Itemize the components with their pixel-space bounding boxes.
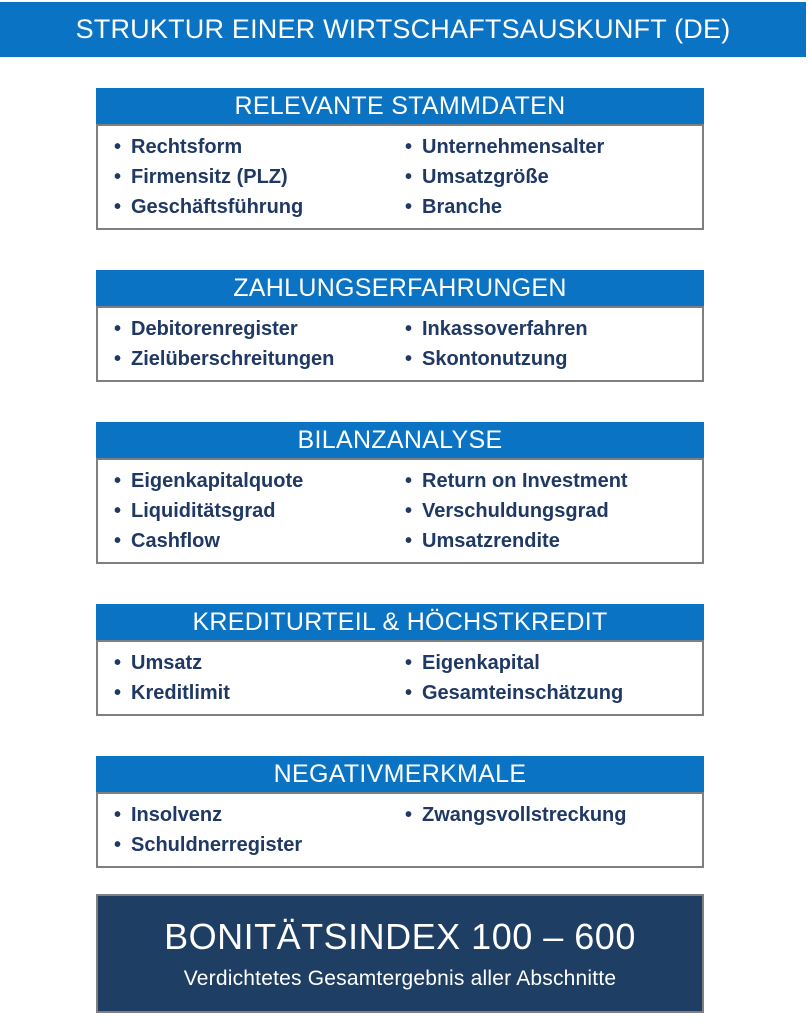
list-item: • Liquiditätsgrad xyxy=(114,496,405,526)
bullet-list-right xyxy=(405,648,702,708)
bonitaetsindex-title: BONITÄTSINDEX 100 – 600 xyxy=(164,916,636,957)
bullet-list-right xyxy=(405,314,702,374)
bonitaetsindex-subtitle: Verdichtetes Gesamtergebnis aller Abschnitte xyxy=(183,967,617,990)
list-item: • Rechtsform xyxy=(114,132,405,162)
section-krediturteil-hoechstkredit xyxy=(96,604,704,716)
section-header-label: BILANZANALYSE xyxy=(297,425,503,454)
list-item: • Zwangsvollstreckung xyxy=(405,800,702,830)
section-header xyxy=(96,270,704,306)
list-item: • Return on Investment xyxy=(405,466,702,496)
section-header xyxy=(96,604,704,640)
list-item: • Cashflow xyxy=(114,526,405,556)
section-zahlungserfahrungen xyxy=(96,270,704,382)
bullet-list-left xyxy=(114,466,405,556)
list-item: • Skontonutzung xyxy=(405,344,702,374)
section-header-label: NEGATIVMERKMALE xyxy=(273,759,527,788)
bullet-list-left xyxy=(114,800,405,860)
section-header xyxy=(96,422,704,458)
list-item: • Verschuldungsgrad xyxy=(405,496,702,526)
list-item: • Zielüberschreitungen xyxy=(114,344,405,374)
list-item: • Eigenkapital xyxy=(405,648,702,678)
bullet-list-left xyxy=(114,132,405,222)
bullet-list-left xyxy=(114,648,405,708)
section-bilanzanalyse xyxy=(96,422,704,564)
section-body xyxy=(96,124,704,230)
section-header xyxy=(96,756,704,792)
list-item: • Geschäftsführung xyxy=(114,192,405,222)
section-header xyxy=(96,88,704,124)
page-title: STRUKTUR EINER WIRTSCHAFTSAUSKUNFT (DE) xyxy=(75,14,731,44)
bullet-list-left xyxy=(114,314,405,374)
list-item: • Umsatz xyxy=(114,648,405,678)
section-negativmerkmale xyxy=(96,756,704,868)
section-body xyxy=(96,306,704,382)
diagram-body xyxy=(96,88,704,1013)
section-header-label: KREDITURTEIL & HÖCHSTKREDIT xyxy=(192,607,608,636)
list-item: • Inkassoverfahren xyxy=(405,314,702,344)
list-item: • Firmensitz (PLZ) xyxy=(114,162,405,192)
section-header-label: RELEVANTE STAMMDATEN xyxy=(234,91,566,120)
section-relevante-stammdaten xyxy=(96,88,704,230)
list-item: • Schuldnerregister xyxy=(114,830,405,860)
list-item: • Branche xyxy=(405,192,702,222)
bonitaetsindex-box xyxy=(96,894,704,1013)
list-item: • Debitorenregister xyxy=(114,314,405,344)
title-bar xyxy=(0,2,806,57)
list-item: • Umsatzgröße xyxy=(405,162,702,192)
list-item: • Kreditlimit xyxy=(114,678,405,708)
bullet-list-right xyxy=(405,800,702,860)
bullet-list-right xyxy=(405,132,702,222)
bullet-list-right xyxy=(405,466,702,556)
list-item: • Unternehmensalter xyxy=(405,132,702,162)
section-body xyxy=(96,458,704,564)
list-item: • Eigenkapitalquote xyxy=(114,466,405,496)
list-item: • Umsatzrendite xyxy=(405,526,702,556)
section-header-label: ZAHLUNGSERFAHRUNGEN xyxy=(233,273,567,302)
section-body xyxy=(96,640,704,716)
list-item: • Insolvenz xyxy=(114,800,405,830)
list-item: • Gesamteinschätzung xyxy=(405,678,702,708)
section-body xyxy=(96,792,704,868)
